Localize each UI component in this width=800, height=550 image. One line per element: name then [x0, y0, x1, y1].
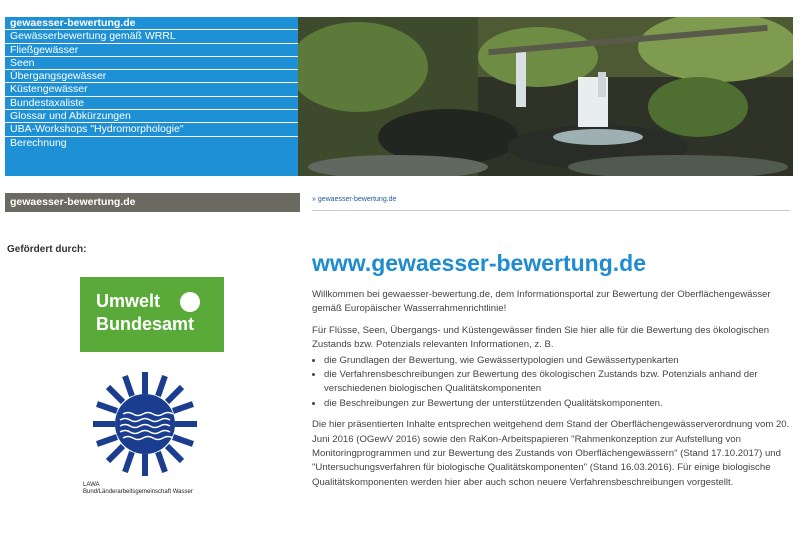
intro-paragraph: Willkommen bei gewaesser-bewertung.de, dem Informationsportal zur Bewertung der Oberflächengewässer gemäß Europäischer Wasserrahmenrichtlinie! — [312, 289, 771, 315]
info-list — [312, 354, 792, 412]
funded-by-label: Gefördert durch: — [7, 244, 87, 255]
nav-item-uebergangsgewaesser[interactable]: Übergangsgewässer — [5, 70, 298, 83]
list-item: • die Beschreibungen zur Bewertung der unterstützenden Qualitätskomponenten. — [324, 397, 792, 411]
lawa-emblem-icon — [90, 370, 200, 478]
nav-item-fliessgewaesser[interactable]: Fließgewässer — [5, 44, 298, 57]
nav-item-glossar[interactable]: Glossar und Abkürzungen — [5, 110, 298, 123]
list-item: • die Grundlagen der Bewertung, wie Gewässertypologien und Gewässertypenkarten — [324, 354, 792, 368]
nav-item-bundestaxaliste[interactable]: Bundestaxaliste — [5, 97, 298, 110]
breadcrumb[interactable]: » gewaesser-bewertung.de — [312, 196, 397, 203]
uba-logo-line2: Bundesamt — [96, 314, 195, 334]
nav-item-uba-workshops[interactable]: UBA-Workshops "Hydromorphologie" — [5, 123, 298, 136]
page-title: www.gewaesser-bewertung.de — [312, 250, 647, 276]
lawa-logo-line2: Bund/Länderarbeitsgemeinschaft Wasser — [83, 489, 193, 495]
info-paragraph: Für Flüsse, Seen, Übergangs- und Küstengewässer finden Sie hier alle für die Bewertung des ökologischen Zustands bzw. Potenzials relevanten Informationen, z. B. — [312, 324, 770, 351]
uba-icon — [180, 292, 200, 312]
sidebar-heading: gewaesser-bewertung.de — [5, 193, 300, 212]
main-content — [312, 288, 792, 497]
lawa-logo-line1: LAWA — [83, 482, 100, 488]
nav-item-berechnung[interactable]: Berechnung — [10, 136, 67, 149]
nav-item-seen[interactable]: Seen — [5, 57, 298, 70]
nav-item-wrrl[interactable]: Gewässerbewertung gemäß WRRL — [5, 30, 298, 43]
main-navigation — [5, 17, 298, 176]
nav-item-home[interactable]: gewaesser-bewertung.de — [5, 17, 298, 30]
nav-item-kuestengewaesser[interactable]: Küstengewässer — [5, 83, 298, 96]
waterfall-photo — [298, 17, 793, 176]
lawa-logo[interactable] — [80, 370, 230, 500]
list-item: • die Verfahrensbeschreibungen zur Bewertung des ökologischen Zustands bzw. Potenzials anhand der verschiedenen biologischen Qualitätskomponenten — [324, 368, 792, 397]
uba-logo[interactable] — [80, 277, 224, 352]
status-paragraph: Die hier präsentierten Inhalte entsprechen weitgehend dem Stand der Oberflächengewässerverordnung vom 20. Juni 2016 (OGewV 2016) sowie den RaKon-Arbeitspapieren "Rahmenkonzeption zur Aufstellung von Monitoringprogrammen und zur Bewertung des Zustands von Oberflächengewässern" (Stand 17.10.2017) und "Untersuchungsverfahren für biologische Qualitätskomponenten" (Stand 16.03.2016). Für einige biologische Qualitätskomponenten werden hier aber auch schon neuere Verfahrensbeschreibungen vorgestellt. — [312, 419, 790, 488]
uba-logo-line1: Umwelt — [96, 291, 161, 311]
breadcrumb-divider — [312, 210, 790, 211]
